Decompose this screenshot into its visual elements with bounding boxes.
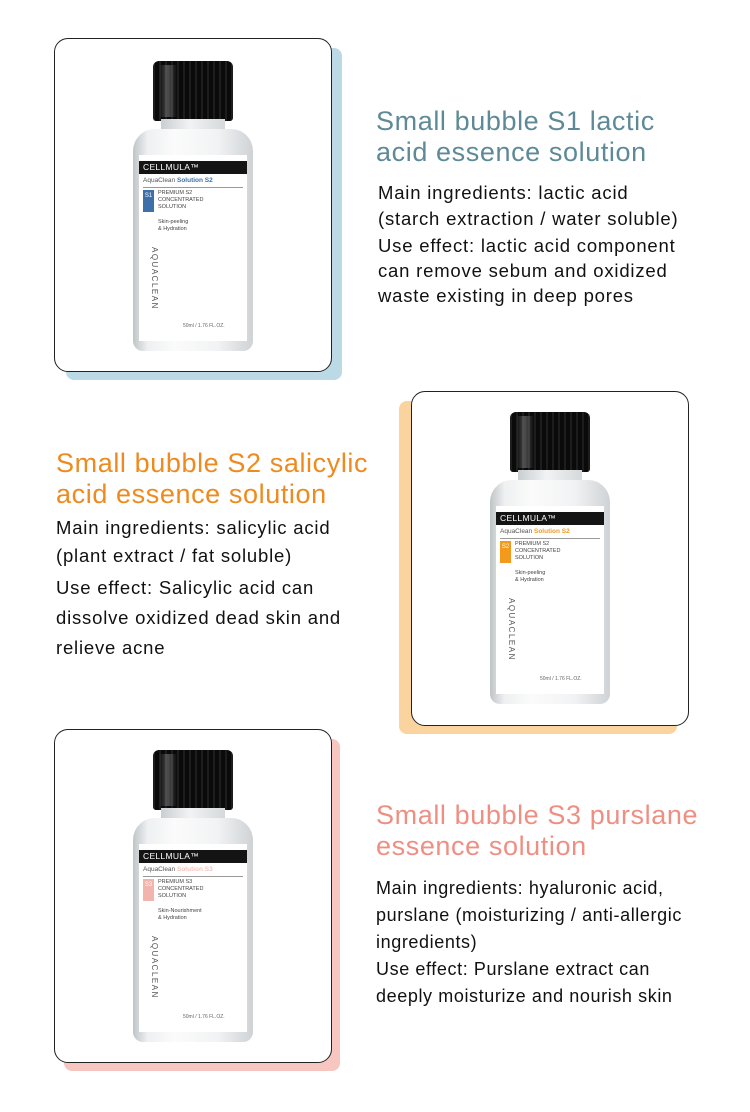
s1-title: Small bubble S1 lactic acid essence solution xyxy=(376,106,655,167)
bottle-body xyxy=(133,818,253,1042)
bottle-label xyxy=(139,155,247,341)
solution-badge: S2 xyxy=(500,541,511,563)
s1-product-image-card xyxy=(54,38,332,372)
brand-name: CELLMULA™ xyxy=(139,850,247,863)
s3-product-image-card xyxy=(54,729,332,1063)
label-title: PREMIUM S3 CONCENTRATED SOLUTION xyxy=(158,879,204,899)
brand-name: CELLMULA™ xyxy=(139,161,247,174)
product-line: AquaClean Solution S3 xyxy=(143,866,213,873)
label-usage: Skin-peeling & Hydration xyxy=(158,219,189,232)
label-divider xyxy=(143,187,243,188)
volume-text: 50ml / 1.76 FL.OZ. xyxy=(183,323,225,329)
solution-badge: S1 xyxy=(143,190,154,212)
s2-bottle-image xyxy=(490,412,610,704)
label-title: PREMIUM S2 CONCENTRATED SOLUTION xyxy=(158,190,204,210)
label-title: PREMIUM S2 CONCENTRATED SOLUTION xyxy=(515,541,561,561)
s2-description: Main ingredients: salicylic acid (plant extract / fat soluble) Use effect: Salicylic acid can dissolve oxidized dead skin and relieve acne xyxy=(56,517,341,658)
label-usage: Skin-Nourishment & Hydration xyxy=(158,908,202,921)
bottle-label xyxy=(496,506,604,694)
label-usage: Skin-peeling & Hydration xyxy=(515,570,546,583)
s3-description: Main ingredients: hyaluronic acid, purslane (moisturizing / anti-allergic ingredients) Use effect: Purslane extract can deeply moisturize and nourish skin xyxy=(376,878,682,1006)
volume-text: 50ml / 1.76 FL.OZ. xyxy=(540,676,582,682)
bottle-label xyxy=(139,844,247,1032)
bottle-cap xyxy=(153,750,233,810)
s1-bottle-image xyxy=(133,61,253,351)
label-divider xyxy=(143,876,243,877)
s2-product-image-card xyxy=(411,391,689,726)
volume-text: 50ml / 1.76 FL.OZ. xyxy=(183,1014,225,1020)
bottle-body xyxy=(133,129,253,351)
s3-bottle-image xyxy=(133,750,253,1042)
solution-badge: S3 xyxy=(143,879,154,901)
bottle-body xyxy=(490,480,610,704)
bottle-cap xyxy=(510,412,590,472)
aquaclean-vertical-text: AQUACLEAN xyxy=(507,598,516,661)
aquaclean-vertical-text: AQUACLEAN xyxy=(150,936,159,999)
bottle-cap xyxy=(153,61,233,121)
brand-name: CELLMULA™ xyxy=(496,512,604,525)
label-divider xyxy=(500,538,600,539)
s2-title: Small bubble S2 salicylic acid essence solution xyxy=(56,448,369,509)
aquaclean-vertical-text: AQUACLEAN xyxy=(150,247,159,310)
s1-description: Main ingredients: lactic acid (starch extraction / water soluble) Use effect: lactic acid component can remove sebum and oxidized waste existing in deep pores xyxy=(378,182,679,306)
product-line: AquaClean Solution S2 xyxy=(500,528,570,535)
s3-title: Small bubble S3 purslane essence solution xyxy=(376,800,699,861)
product-line: AquaClean Solution S2 xyxy=(143,177,213,184)
